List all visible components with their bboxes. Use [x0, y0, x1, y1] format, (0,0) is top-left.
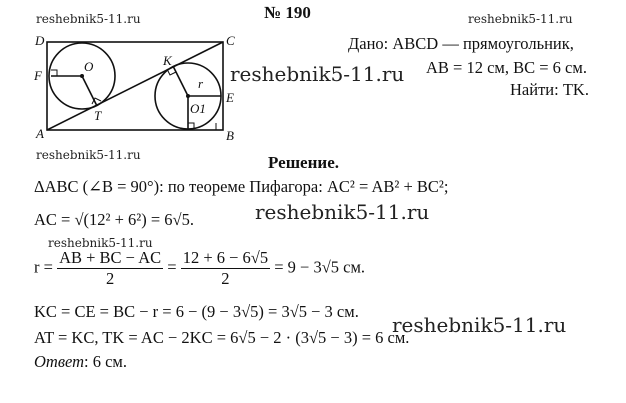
solution-line-5: AT = KC, TK = AC − 2KC = 6√5 − 2 · (3√5 − 3) = 6 см. — [34, 328, 410, 347]
solution-line-3 — [34, 248, 365, 289]
watermark: reshebnik5-11.ru — [230, 62, 405, 86]
fraction-2-numerator: 12 + 6 − 6√5 — [182, 248, 269, 267]
answer-label: Ответ — [34, 352, 85, 371]
given-line-3: Найти: TK. — [510, 80, 589, 99]
fraction-1-numerator: AB + BC − AC — [59, 248, 162, 267]
answer-line — [34, 352, 127, 372]
solution-line-1: ΔABC (∠B = 90°): по теореме Пифагора: AC² = AB² + BC²; — [34, 177, 449, 196]
equals-sign: = — [167, 257, 177, 277]
watermark: reshebnik5-11.ru — [392, 313, 567, 337]
center-o1-dot — [186, 94, 190, 98]
watermark: reshebnik5-11.ru — [36, 148, 141, 162]
diagonal-ac — [47, 42, 223, 130]
center-o-dot — [80, 74, 84, 78]
label-r: r — [198, 76, 204, 91]
label-k: K — [163, 53, 172, 68]
r-result: = 9 − 3√5 см. — [274, 257, 366, 277]
given-line-2: AB = 12 см, BC = 6 см. — [426, 58, 587, 77]
r-lhs: r = — [34, 257, 53, 277]
label-o1: O1 — [190, 101, 206, 116]
problem-number: № 190 — [264, 3, 311, 22]
solution-line-4: KC = CE = BC − r = 6 − (9 − 3√5) = 3√5 − 3 см. — [34, 302, 359, 321]
label-d: D — [35, 33, 45, 48]
label-a: A — [36, 126, 44, 141]
label-f: F — [34, 68, 42, 83]
solution-heading: Решение. — [268, 153, 339, 172]
radius-o1k — [173, 66, 188, 96]
answer-value: : 6 см. — [84, 352, 127, 371]
label-t: T — [94, 108, 102, 123]
radius-ot — [82, 76, 97, 106]
label-o: O — [84, 59, 94, 74]
label-e: E — [226, 90, 234, 105]
watermark: reshebnik5-11.ru — [255, 200, 430, 224]
solution-line-2: AC = √(12² + 6²) = 6√5. — [34, 210, 194, 229]
watermark: reshebnik5-11.ru — [48, 236, 153, 250]
given-line-1: Дано: ABCD — прямоугольник, — [348, 34, 574, 53]
label-c: C — [226, 33, 235, 48]
fraction-1-denominator: 2 — [105, 269, 115, 288]
fraction-2-denominator: 2 — [221, 269, 230, 288]
fraction-2 — [181, 248, 270, 289]
watermark: reshebnik5-11.ru — [36, 12, 141, 26]
label-b: B — [226, 128, 234, 143]
fraction-1 — [57, 248, 163, 289]
watermark: reshebnik5-11.ru — [468, 12, 573, 26]
